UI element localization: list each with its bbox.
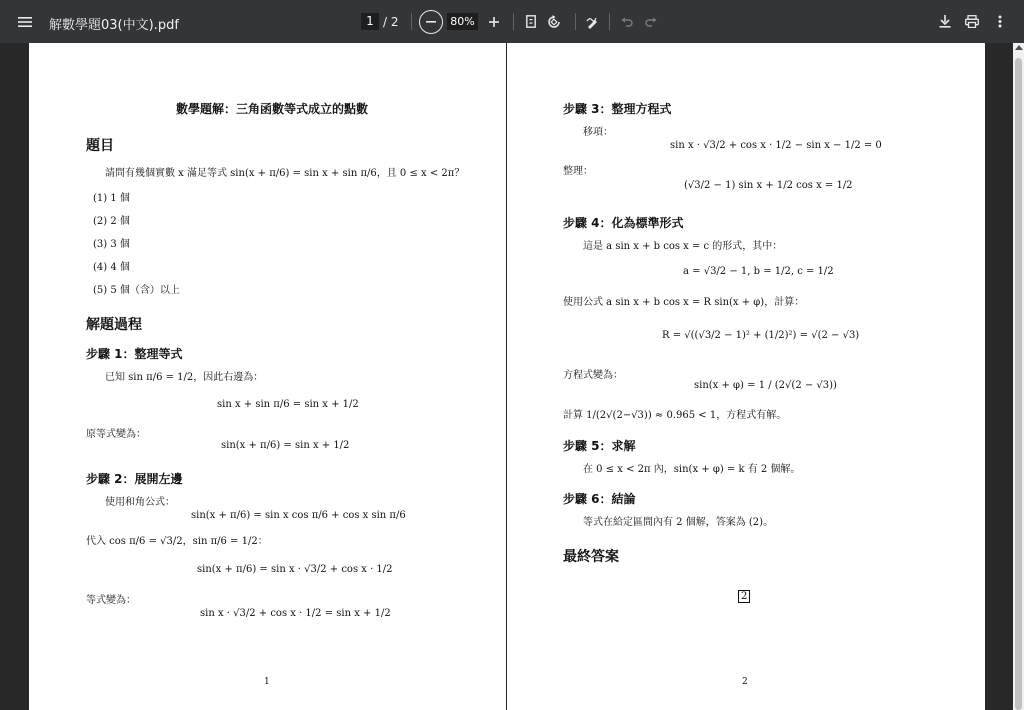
step1-heading: 步驟 1：整理等式 bbox=[86, 347, 183, 361]
plus-icon bbox=[489, 17, 499, 27]
step2-equation-3: sin x · √3/2 + cos x · 1/2 = sin x + 1/2 bbox=[200, 608, 391, 619]
step1-equation: sin x + sin π/6 = sin x + 1/2 bbox=[217, 399, 359, 410]
question-heading: 題目 bbox=[86, 138, 114, 154]
step2-heading: 步驟 2：展開左邊 bbox=[86, 472, 183, 486]
step3-equation-1: sin x · √3/2 + cos x · 1/2 − sin x − 1/2 = 0 bbox=[670, 140, 882, 151]
step5-text: 在 0 ≤ x < 2π 內，sin(x + φ) = k 有 2 個解。 bbox=[583, 464, 801, 475]
option-2: (2) 2 個 bbox=[93, 216, 130, 227]
solution-heading: 解題過程 bbox=[86, 317, 142, 333]
step2-result-label: 等式變為： bbox=[86, 595, 136, 606]
question-text: 請問有幾個實數 x 滿足等式 sin(x + π/6) = sin x + sin π/6，且 0 ≤ x < 2π？ bbox=[105, 168, 465, 179]
step2-equation-1: sin(x + π/6) = sin x cos π/6 + cos x sin π/6 bbox=[191, 510, 406, 521]
pdf-page-2 bbox=[507, 43, 985, 710]
rotate-icon bbox=[547, 15, 561, 29]
scroll-up-arrow-icon[interactable] bbox=[1015, 45, 1023, 50]
step4-R-equation: R = √((√3/2 − 1)² + (1/2)²) = √(2 − √3) bbox=[662, 330, 860, 341]
printer-icon bbox=[965, 15, 979, 28]
step6-text: 等式在給定區間內有 2 個解，答案為 (2)。 bbox=[583, 517, 774, 528]
step3-heading: 步驟 3：整理方程式 bbox=[563, 102, 672, 116]
page-number-input[interactable]: 1 bbox=[361, 13, 379, 30]
step6-heading: 步驟 6：結論 bbox=[563, 492, 636, 506]
more-vert-icon bbox=[998, 15, 1002, 28]
scrollbar-thumb[interactable] bbox=[1015, 58, 1022, 710]
toolbar-divider bbox=[575, 13, 576, 30]
step4-equation: sin(x + φ) = 1 / (2√(2 − √3)) bbox=[694, 380, 837, 391]
page-number: 1 bbox=[264, 677, 270, 687]
page-number: 2 bbox=[742, 677, 748, 687]
step3-tidy: 整理： bbox=[563, 166, 593, 177]
download-icon bbox=[939, 15, 951, 28]
option-1: (1) 1 個 bbox=[93, 193, 130, 204]
redo-button[interactable] bbox=[642, 13, 659, 30]
print-button[interactable] bbox=[963, 13, 980, 30]
step1-original-label: 原等式變為： bbox=[86, 429, 146, 440]
step4-equation-label: 方程式變為： bbox=[563, 370, 623, 381]
step5-heading: 步驟 5：求解 bbox=[563, 439, 636, 453]
step2-equation-2: sin(x + π/6) = sin x · √3/2 + cos x · 1/2 bbox=[197, 564, 393, 575]
step2-use-formula: 使用和角公式： bbox=[105, 497, 175, 508]
toolbar-divider bbox=[513, 13, 514, 30]
toolbar-divider bbox=[609, 13, 610, 30]
step4-formula: 使用公式 a sin x + b cos x = R sin(x + φ)，計算： bbox=[563, 297, 805, 308]
step2-substitute: 代入 cos π/6 = √3/2，sin π/6 = 1/2： bbox=[86, 536, 268, 547]
step4-calculation: 計算 1/(2√(2−√3)) ≈ 0.965 < 1，方程式有解。 bbox=[563, 410, 787, 421]
hamburger-menu-icon[interactable] bbox=[15, 12, 35, 32]
step4-heading: 步驟 4：化為標準形式 bbox=[563, 216, 684, 230]
toolbar-divider bbox=[411, 13, 412, 30]
more-options-button[interactable] bbox=[991, 13, 1008, 30]
undo-button[interactable] bbox=[618, 13, 635, 30]
document-title-heading: 數學題解：三角函數等式成立的點數 bbox=[176, 102, 369, 116]
step3-equation-2: (√3/2 − 1) sin x + 1/2 cos x = 1/2 bbox=[684, 180, 853, 191]
option-3: (3) 3 個 bbox=[93, 239, 130, 250]
step4-form: 這是 a sin x + b cos x = c 的形式，其中： bbox=[583, 241, 783, 252]
fit-to-page-button[interactable] bbox=[522, 13, 539, 30]
step1-known: 已知 sin π/6 = 1/2，因此右邊為： bbox=[105, 372, 264, 383]
document-title: 解數學題03(中文).pdf bbox=[49, 18, 179, 33]
final-answer-heading: 最終答案 bbox=[563, 549, 619, 565]
final-answer-box: 2 bbox=[738, 590, 750, 603]
rotate-button[interactable] bbox=[545, 13, 562, 30]
pdf-toolbar bbox=[0, 0, 1024, 43]
pdf-page-1 bbox=[29, 43, 506, 710]
option-4: (4) 4 個 bbox=[93, 262, 130, 273]
pen-annotate-icon bbox=[586, 15, 600, 29]
step1-equation-2: sin(x + π/6) = sin x + 1/2 bbox=[221, 440, 350, 451]
minus-icon bbox=[426, 21, 436, 23]
step3-move: 移項： bbox=[583, 127, 613, 138]
page-total: / 2 bbox=[383, 15, 399, 29]
download-button[interactable] bbox=[936, 13, 953, 30]
option-5: (5) 5 個（含）以上 bbox=[93, 285, 180, 296]
step4-coefficients: a = √3/2 − 1, b = 1/2, c = 1/2 bbox=[683, 266, 834, 277]
zoom-out-button[interactable] bbox=[419, 10, 443, 34]
zoom-level-input[interactable]: 80% bbox=[447, 13, 478, 30]
redo-icon bbox=[645, 17, 657, 27]
undo-icon bbox=[621, 17, 633, 27]
zoom-in-button[interactable] bbox=[485, 13, 502, 30]
fit-page-icon bbox=[526, 15, 536, 28]
annotate-button[interactable] bbox=[584, 13, 601, 30]
